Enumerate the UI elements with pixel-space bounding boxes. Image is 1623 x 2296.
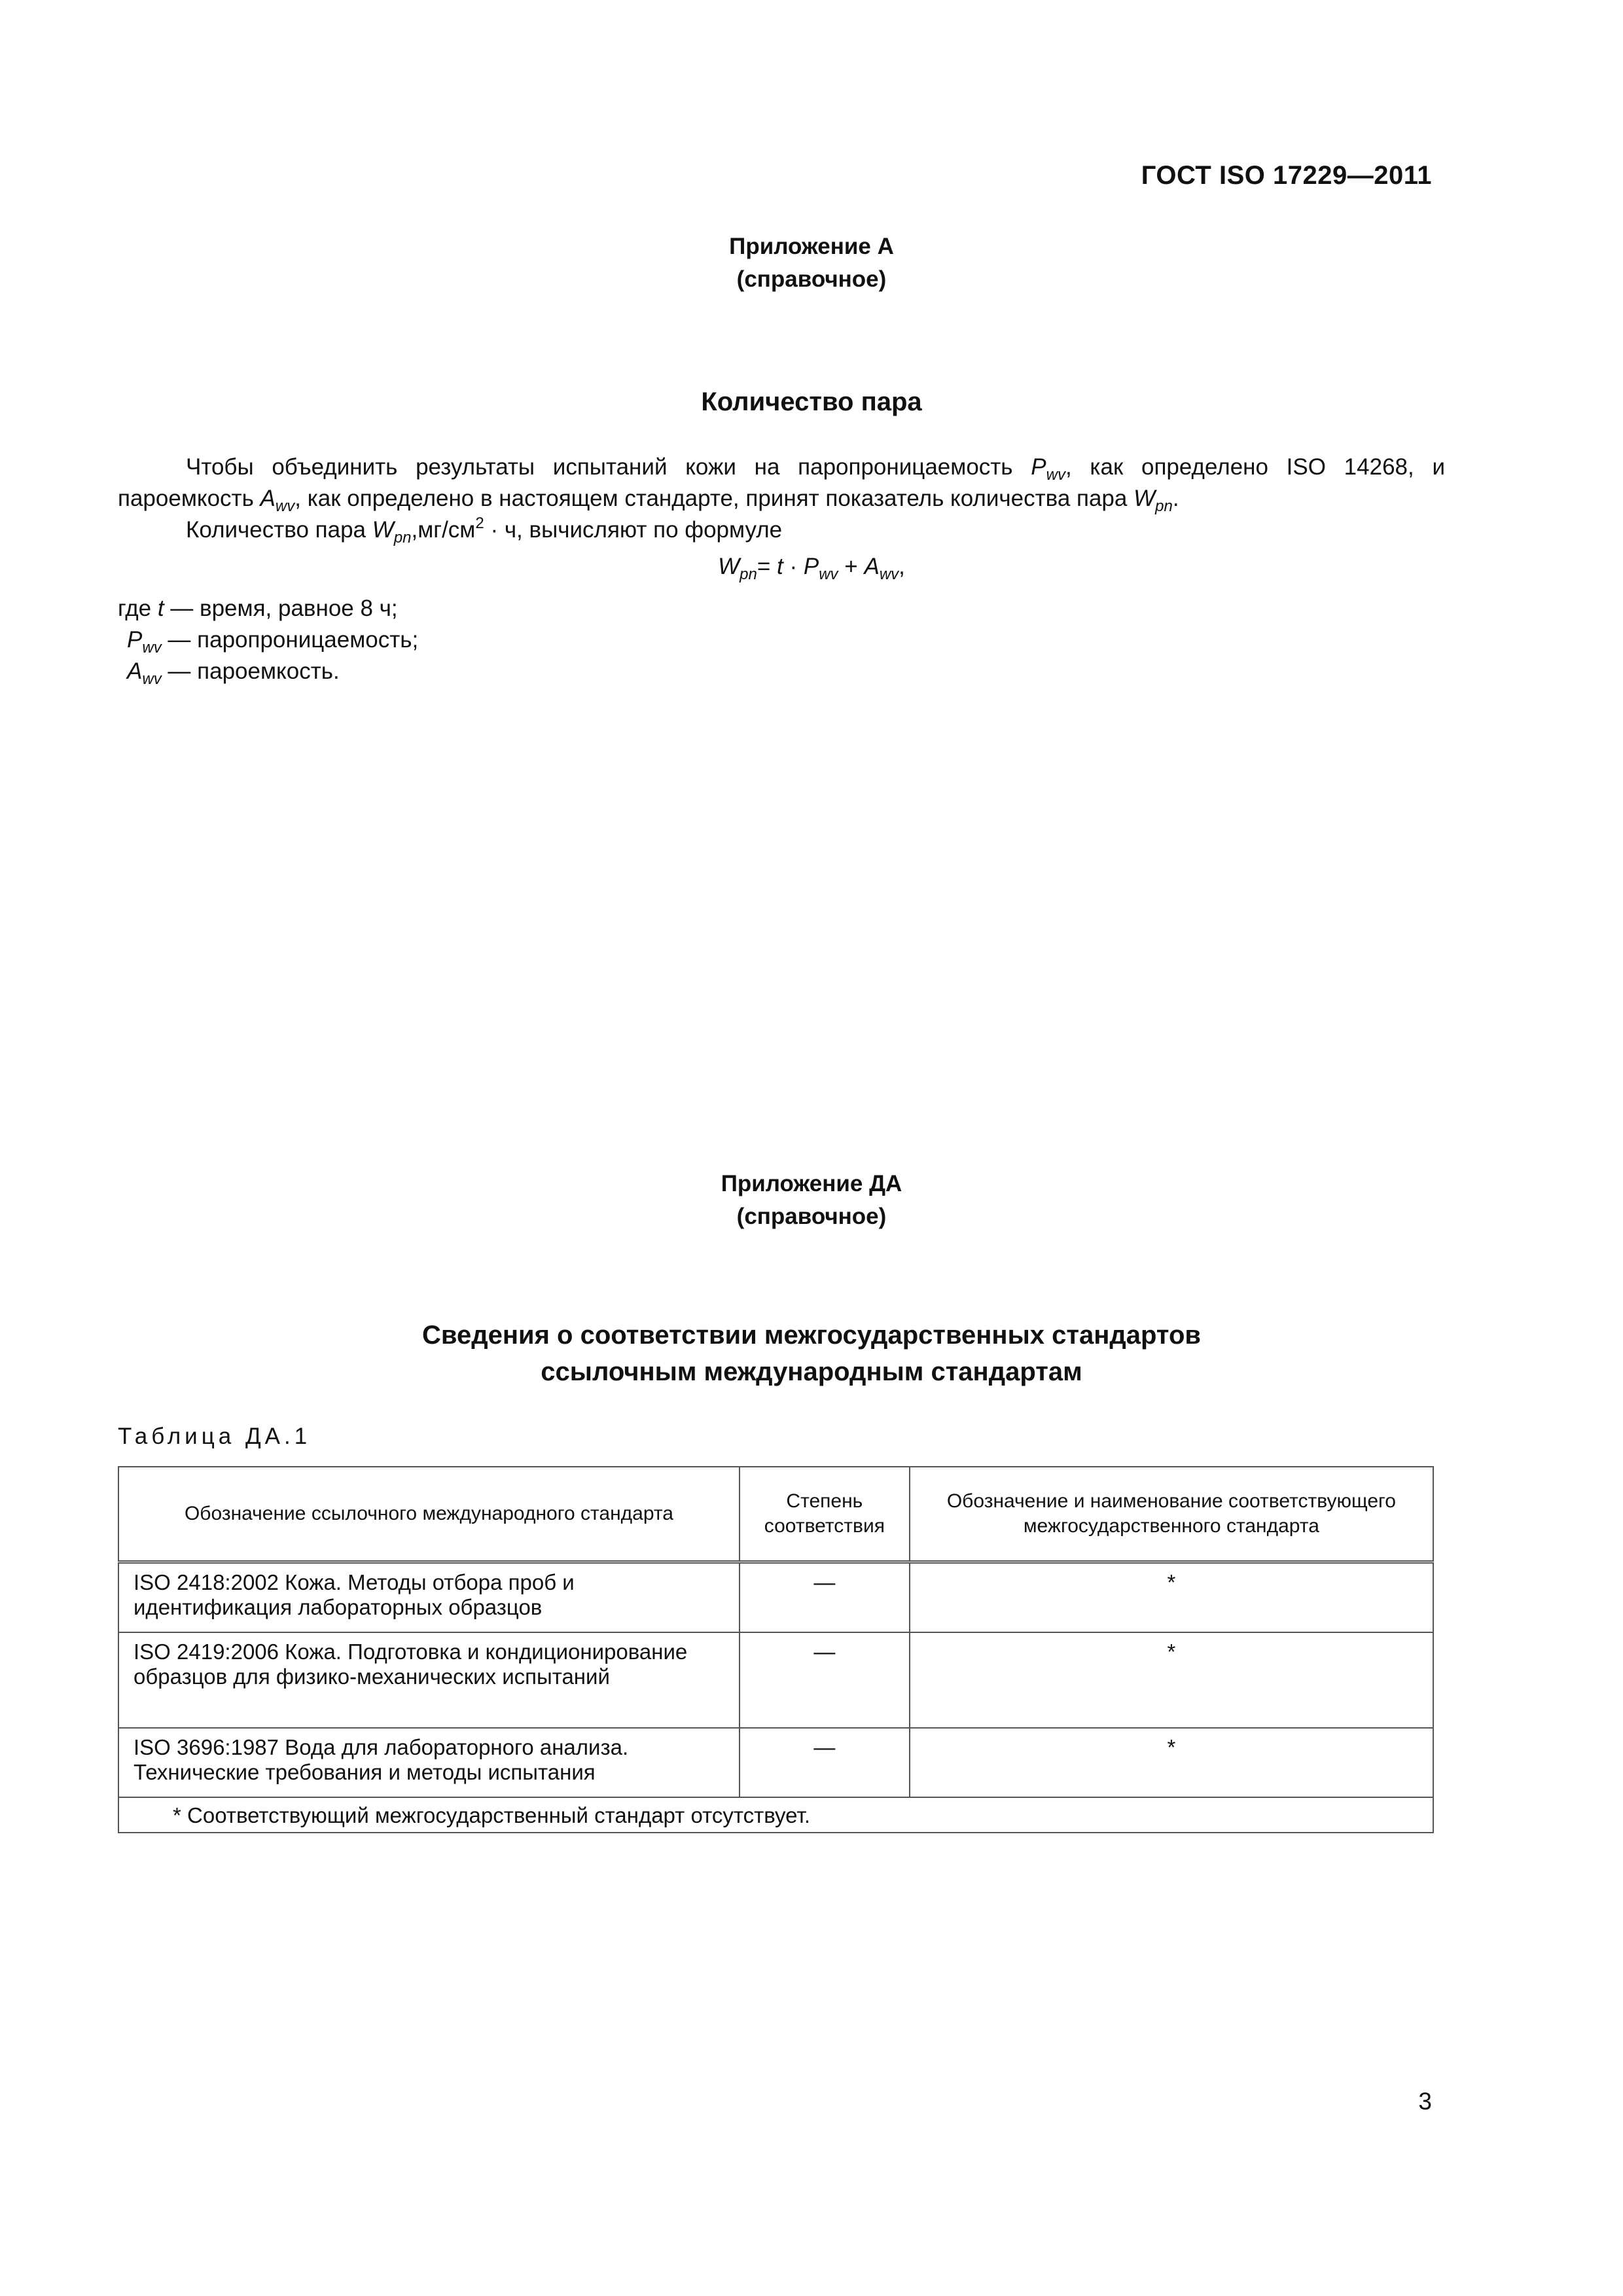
cell-degree: — bbox=[740, 1728, 910, 1797]
table-footnote-row bbox=[118, 1797, 1433, 1833]
annex-da-type: (справочное) bbox=[736, 1204, 887, 1229]
where-line-t: где t — время, равное 8 ч; bbox=[118, 596, 398, 621]
paragraph-2: Количество пара $W_{pn},мг/см^2 \cdot ч$, вычисляют по формуле bbox=[186, 514, 783, 547]
page-number: 3 bbox=[1418, 2088, 1432, 2115]
standards-table bbox=[118, 1466, 1434, 1833]
annex-da-title: Приложение ДА bbox=[721, 1171, 902, 1196]
cell-degree: — bbox=[740, 1632, 910, 1728]
table-row bbox=[118, 1728, 1433, 1797]
table-label: Таблица ДА.1 bbox=[118, 1424, 312, 1449]
annex-da-heading-line2: ссылочным международным стандартам bbox=[541, 1357, 1082, 1386]
cell-interstate: * bbox=[910, 1562, 1433, 1633]
annex-da-heading-line1: Сведения о соответствии межгосударственных стандартов bbox=[422, 1321, 1201, 1350]
cell-degree: — bbox=[740, 1562, 910, 1633]
paragraph-1: Чтобы объединить результаты испытаний кожи на паропроницаемость $P_{wv}$, как определено ISO 14268, и пароемкость $A_{wv}$, как определено в настоящем стандарте, принят показатель количества пара $W_{pn}$. bbox=[118, 454, 1445, 515]
annex-a-heading: Количество пара bbox=[701, 387, 922, 416]
cell-interstate: * bbox=[910, 1632, 1433, 1728]
where-line-p: $P_{wv}$ — паропроницаемость; bbox=[127, 627, 419, 656]
annex-a-title: Приложение А bbox=[729, 234, 894, 259]
formula: $W_{pn}= t \cdot P_{wv} + A_{wv}$, bbox=[718, 554, 905, 583]
table-footnote: * Соответствующий межгосударственный стандарт отсутствует. bbox=[118, 1797, 1433, 1833]
table-row bbox=[118, 1562, 1433, 1633]
cell-standard: ISO 3696:1987 Вода для лабораторного анализа. Технические требования и методы испытания bbox=[118, 1728, 740, 1797]
document-id: ГОСТ ISO 17229—2011 bbox=[1141, 161, 1432, 190]
table-row bbox=[118, 1632, 1433, 1728]
cell-standard: ISO 2418:2002 Кожа. Методы отбора проб и идентификация лабораторных образцов bbox=[118, 1562, 740, 1633]
cell-interstate: * bbox=[910, 1728, 1433, 1797]
annex-a-body bbox=[118, 452, 1445, 546]
annex-a-type: (справочное) bbox=[736, 266, 887, 292]
header-international-standard: Обозначение ссылочного международного стандарта bbox=[118, 1467, 740, 1562]
where-line-a: $A_{wv}$ — пароемкость. bbox=[127, 658, 340, 688]
header-interstate-standard: Обозначение и наименование соответствующего межгосударственного стандарта bbox=[910, 1467, 1433, 1562]
header-degree: Степень соответствия bbox=[740, 1467, 910, 1562]
cell-standard: ISO 2419:2006 Кожа. Подготовка и кондиционирование образцов для физико-механических испытаний bbox=[118, 1632, 740, 1728]
table-header-row bbox=[118, 1467, 1433, 1562]
